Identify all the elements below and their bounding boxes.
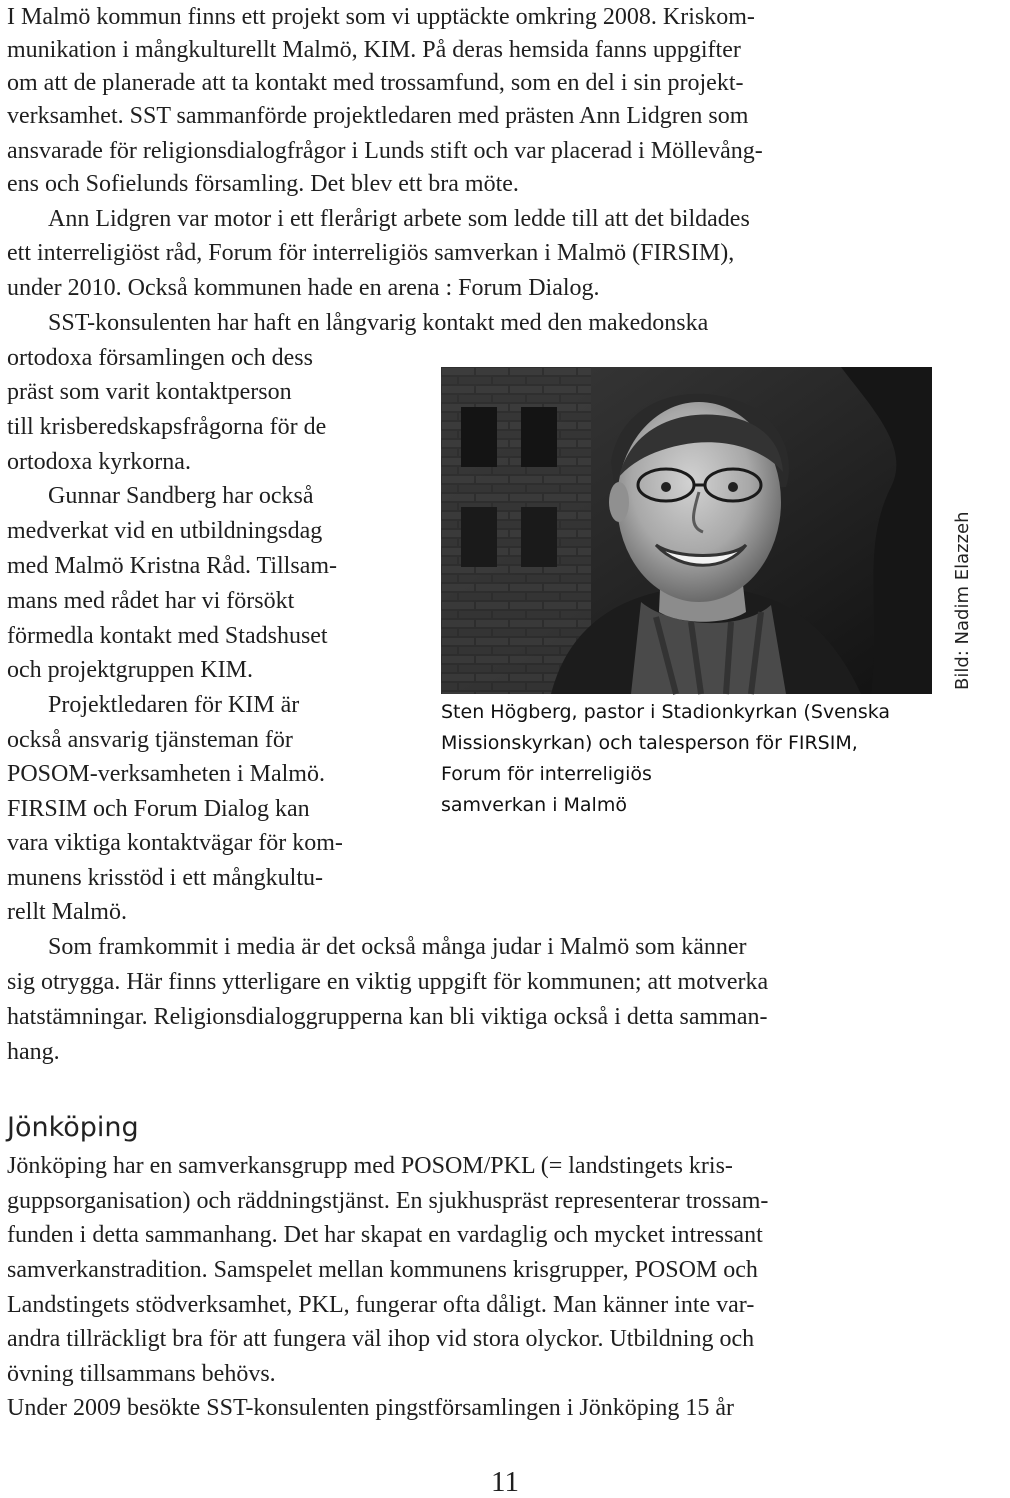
text-line: rellt Malmö. bbox=[7, 899, 127, 925]
text-line: guppsorganisation) och räddningstjänst. En sjukhuspräst representerar trossam- bbox=[7, 1188, 769, 1214]
section-heading: Jönköping bbox=[7, 1112, 139, 1143]
text-line: Under 2009 besökte SST-konsulenten pingstförsamlingen i Jönköping 15 år bbox=[7, 1395, 735, 1421]
text-line: medverkat vid en utbildningsdag bbox=[7, 518, 323, 544]
text-line: POSOM-verksamheten i Malmö. bbox=[7, 761, 325, 787]
text-line: hang. bbox=[7, 1039, 60, 1065]
caption-line: Forum för interreligiös bbox=[441, 763, 652, 785]
text-line: Som framkommit i media är det också många judar i Malmö som känner bbox=[48, 934, 747, 960]
text-line: till krisberedskapsfrågorna för de bbox=[7, 414, 327, 440]
text-line: Gunnar Sandberg har också bbox=[48, 483, 314, 509]
text-line: under 2010. Också kommunen hade en arena : Forum Dialog. bbox=[7, 275, 600, 301]
text-line: ortodoxa kyrkorna. bbox=[7, 449, 191, 475]
text-line: samverkanstradition. Samspelet mellan kommunens krisgrupper, POSOM och bbox=[7, 1257, 758, 1283]
text-line: om att de planerade att ta kontakt med trossamfund, som en del i sin projekt- bbox=[7, 70, 744, 96]
text-line: FIRSIM och Forum Dialog kan bbox=[7, 796, 310, 822]
text-line: mans med rådet har vi försökt bbox=[7, 588, 295, 614]
text-line: sig otrygga. Här finns ytterligare en viktig uppgift för kommunen; att motverka bbox=[7, 969, 769, 995]
text-line: Landstingets stödverksamhet, PKL, fungerar ofta dåligt. Man känner inte var- bbox=[7, 1292, 755, 1318]
text-line: ens och Sofielunds församling. Det blev ett bra möte. bbox=[7, 171, 519, 197]
text-line: munens krisstöd i ett mångkultu- bbox=[7, 865, 323, 891]
text-line: förmedla kontakt med Stadshuset bbox=[7, 623, 328, 649]
text-line: övning tillsammans behövs. bbox=[7, 1361, 276, 1387]
page-number: 11 bbox=[491, 1466, 519, 1498]
text-line: Projektledaren för KIM är bbox=[48, 692, 300, 718]
caption-line: Missionskyrkan) och talesperson för FIRSIM, bbox=[441, 732, 858, 754]
text-line: ett interreligiöst råd, Forum för interreligiös samverkan i Malmö (FIRSIM), bbox=[7, 240, 735, 266]
text-line: och projektgruppen KIM. bbox=[7, 657, 253, 683]
text-line: med Malmö Kristna Råd. Tillsam- bbox=[7, 553, 337, 579]
text-line: funden i detta sammanhang. Det har skapat en vardaglig och mycket intressant bbox=[7, 1222, 763, 1248]
caption-line: Sten Högberg, pastor i Stadionkyrkan (Svenska bbox=[441, 701, 891, 723]
text-line: präst som varit kontaktperson bbox=[7, 379, 292, 405]
text-line: SST-konsulenten har haft en långvarig kontakt med den makedonska bbox=[48, 310, 709, 336]
text-line: verksamhet. SST sammanförde projektledaren med prästen Ann Lidgren som bbox=[7, 103, 749, 129]
caption-line: samverkan i Malmö bbox=[441, 794, 627, 816]
text-line: vara viktiga kontaktvägar för kom- bbox=[7, 830, 343, 856]
text-line: Jönköping har en samverkansgrupp med POSOM/PKL (= landstingets kris- bbox=[7, 1153, 733, 1179]
text-line: I Malmö kommun finns ett projekt som vi upptäckte omkring 2008. Kriskom- bbox=[7, 4, 755, 30]
text-line: andra tillräckligt bra för att fungera väl ihop vid stora olyckor. Utbildning och bbox=[7, 1326, 755, 1352]
text-line: ansvarade för religionsdialogfrågor i Lunds stift och var placerad i Möllevång- bbox=[7, 138, 763, 164]
portrait-photo-graphic bbox=[441, 367, 932, 694]
photo-credit: Bild: Nadim Elazzeh bbox=[952, 511, 973, 690]
text-line: Ann Lidgren var motor i ett flerårigt arbete som ledde till att det bildades bbox=[48, 206, 750, 232]
portrait-photo bbox=[441, 367, 932, 694]
text-line: ortodoxa församlingen och dess bbox=[7, 345, 313, 371]
text-line: munikation i mångkulturellt Malmö, KIM. På deras hemsida fanns uppgifter bbox=[7, 37, 741, 63]
text-line: också ansvarig tjänsteman för bbox=[7, 727, 293, 753]
text-line: hatstämningar. Religionsdialoggrupperna kan bli viktiga också i detta samman- bbox=[7, 1004, 768, 1030]
